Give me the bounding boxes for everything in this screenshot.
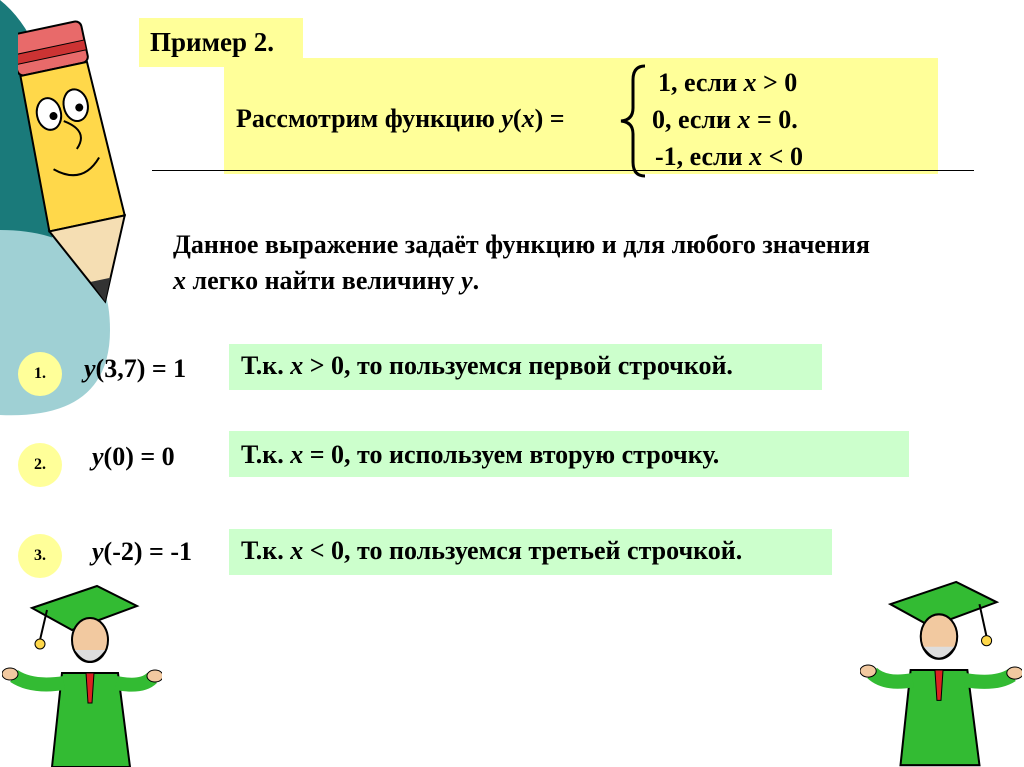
paragraph-part-3: . xyxy=(472,266,480,295)
example-equation-2 xyxy=(92,442,175,472)
function-lead xyxy=(236,104,565,134)
note-2-var: x xyxy=(290,440,304,469)
case-line-3 xyxy=(655,142,803,172)
professor-cartoon-icon xyxy=(860,572,1022,767)
curly-brace-icon xyxy=(615,62,651,180)
divider-line xyxy=(152,170,974,171)
eq-3-rest: (-2) = -1 xyxy=(103,537,192,566)
professor-cartoon-icon xyxy=(2,578,162,767)
eq-2-rest: (0) = 0 xyxy=(103,442,175,471)
slide-title: Пример 2. xyxy=(150,27,274,57)
case-3-value: -1, если xyxy=(655,142,750,171)
example-note-2 xyxy=(241,440,719,470)
pencil-cartoon-icon xyxy=(18,14,143,319)
case-3-var: x xyxy=(749,142,763,171)
paragraph-y-var: y xyxy=(461,266,473,295)
case-2-value: 0, если xyxy=(652,105,738,134)
example-note-1 xyxy=(241,351,733,381)
note-1-var: x xyxy=(290,351,304,380)
note-2-prefix: Т.к. xyxy=(241,440,291,469)
note-3-prefix: Т.к. xyxy=(241,536,291,565)
eq-1-rest: (3,7) = 1 xyxy=(95,354,187,383)
example-note-3 xyxy=(241,536,742,566)
eq-1-func: y xyxy=(84,354,96,383)
case-2-cond: = 0. xyxy=(750,105,798,134)
note-3-rest: < 0, то пользуемся третьей строчкой. xyxy=(303,536,743,565)
function-paren: ( xyxy=(512,104,522,133)
note-2-rest: = 0, то используем вторую строчку. xyxy=(303,440,720,469)
explanation-paragraph xyxy=(173,227,873,299)
function-lead-suffix: ) = xyxy=(534,104,565,133)
paragraph-part-1: Данное выражение задаёт функцию и для любого значения xyxy=(173,230,870,259)
example-number-2: 2. xyxy=(18,443,62,487)
case-1-cond: > 0 xyxy=(756,68,798,97)
paragraph-part-2: легко найти величину xyxy=(186,266,462,295)
case-2-var: x xyxy=(737,105,751,134)
function-x-var: x xyxy=(521,104,535,133)
case-line-2 xyxy=(652,105,798,135)
case-1-var: x xyxy=(743,68,757,97)
example-equation-3 xyxy=(92,537,192,567)
note-1-prefix: Т.к. xyxy=(241,351,291,380)
note-1-rest: > 0, то пользуемся первой строчкой. xyxy=(303,351,733,380)
function-y-var: y xyxy=(501,104,513,133)
case-1-value: 1, если xyxy=(658,68,744,97)
paragraph-x-var: x xyxy=(173,266,186,295)
case-3-cond: < 0 xyxy=(762,142,803,171)
function-lead-prefix: Рассмотрим функцию xyxy=(236,104,502,133)
eq-3-func: y xyxy=(92,537,104,566)
case-line-1 xyxy=(658,68,797,98)
example-number-1: 1. xyxy=(18,352,62,396)
eq-2-func: y xyxy=(92,442,104,471)
example-number-3: 3. xyxy=(18,534,62,578)
note-3-var: x xyxy=(290,536,304,565)
example-equation-1 xyxy=(84,354,186,384)
